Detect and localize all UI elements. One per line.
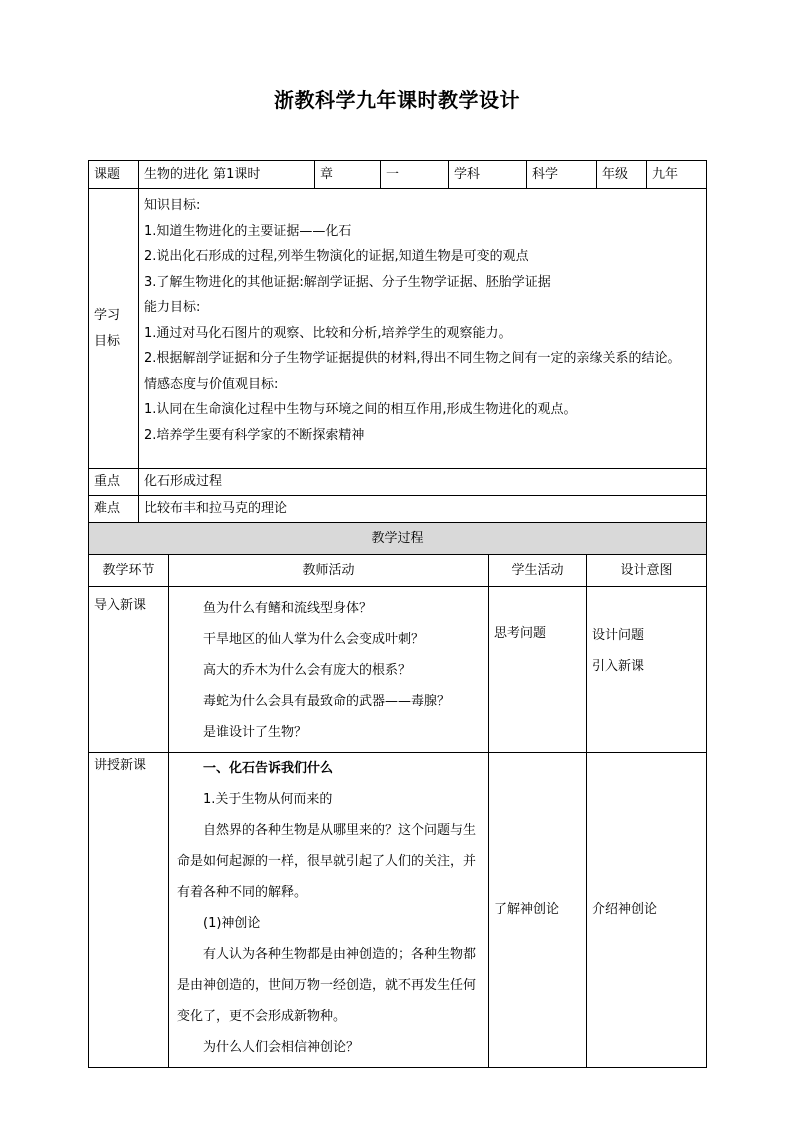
column-header-stage: 教学环节 (89, 555, 169, 587)
subject-label: 学科 (449, 161, 527, 189)
difficulty-value: 比较布丰和拉马克的理论 (139, 496, 707, 523)
subsection-heading: 1.关于生物从何而来的 (203, 792, 333, 807)
key-point-label: 重点 (89, 469, 139, 496)
intro-question: 毒蛇为什么会具有最致命的武器——毒腺？ (203, 694, 451, 709)
goal-line: 2.根据解剖学证据和分子生物学证据提供的材料,得出不同生物之间有一定的亲缘关系的结论。 (144, 351, 681, 366)
subject-value: 科学 (527, 161, 597, 189)
lecture-row (89, 753, 707, 1068)
lecture-student-activity: 了解神创论 (489, 753, 587, 1068)
goal-line: 1.认同在生命演化过程中生物与环境之间的相互作用,形成生物进化的观点。 (144, 402, 577, 417)
chapter-value: 一 (381, 161, 449, 189)
process-table (88, 522, 707, 1068)
process-title-row (89, 523, 707, 555)
topic-value: 生物的进化 第1课时 (139, 161, 315, 189)
column-header-student: 学生活动 (489, 555, 587, 587)
process-columns-row (89, 555, 707, 587)
subsection-heading: (1)神创论 (203, 916, 261, 931)
lecture-intent: 介绍神创论 (587, 753, 707, 1068)
chapter-label: 章 (315, 161, 381, 189)
goal-line: 3.了解生物进化的其他证据:解剖学证据、分子生物学证据、胚胎学证据 (144, 274, 551, 290)
column-header-intent: 设计意图 (587, 555, 707, 587)
question: 为什么人们会相信神创论？ (203, 1040, 360, 1055)
header-row (89, 161, 707, 189)
column-header-teacher: 教师活动 (169, 555, 489, 587)
goal-line: 情感态度与价值观目标: (144, 376, 279, 392)
key-point-row (89, 469, 707, 496)
intro-stage: 导入新课 (89, 587, 169, 753)
goals-label: 学习目标 (89, 189, 139, 469)
grade-label: 年级 (597, 161, 647, 189)
goal-line: 1.通过对马化石图片的观察、比较和分析,培养学生的观察能力。 (144, 325, 512, 341)
lecture-teacher-activity (169, 753, 489, 1068)
goal-line: 2.说出化石形成的过程,列举生物演化的证据,知道生物是可变的观点 (144, 249, 529, 264)
intro-question: 鱼为什么有鳍和流线型身体？ (203, 601, 373, 616)
goals-row (89, 189, 707, 469)
intro-student-activity: 思考问题 (489, 587, 587, 753)
intro-teacher-activity (169, 587, 489, 753)
paragraph: 自然界的各种生物是从哪里来的？这个问题与生命是如何起源的一样，很早就引起了人们的关注，并有着各种不同的解释。 (177, 823, 477, 900)
difficulty-row (89, 496, 707, 523)
difficulty-label: 难点 (89, 496, 139, 523)
section-heading: 一、化石告诉我们什么 (203, 761, 334, 776)
goal-line: 知识目标: (144, 198, 201, 213)
process-title: 教学过程 (89, 523, 707, 555)
grade-value: 九年 (647, 161, 707, 189)
goal-line: 能力目标: (144, 300, 201, 315)
intro-question: 干旱地区的仙人掌为什么会变成叶刺？ (203, 632, 425, 647)
intro-question: 高大的乔木为什么会有庞大的根系？ (203, 663, 412, 678)
intro-row (89, 587, 707, 753)
topic-label: 课题 (89, 161, 139, 189)
lecture-stage: 讲授新课 (89, 753, 169, 1068)
intro-question: 是谁设计了生物？ (203, 725, 308, 740)
goal-line: 1.知道生物进化的主要证据——化石 (144, 223, 352, 239)
goal-line: 2.培养学生要有科学家的不断探索精神 (144, 427, 365, 443)
goals-content (139, 189, 707, 469)
lesson-plan-table (88, 160, 707, 523)
page-title: 浙教科学九年课时教学设计 (274, 88, 520, 112)
intro-intent: 设计问题 引入新课 (587, 587, 707, 753)
key-point-value: 化石形成过程 (139, 469, 707, 496)
paragraph: 有人认为各种生物都是由神创造的；各种生物都是由神创造的，世间万物一经创造，就不再发生任何变化了，更不会形成新物种。 (177, 947, 477, 1024)
